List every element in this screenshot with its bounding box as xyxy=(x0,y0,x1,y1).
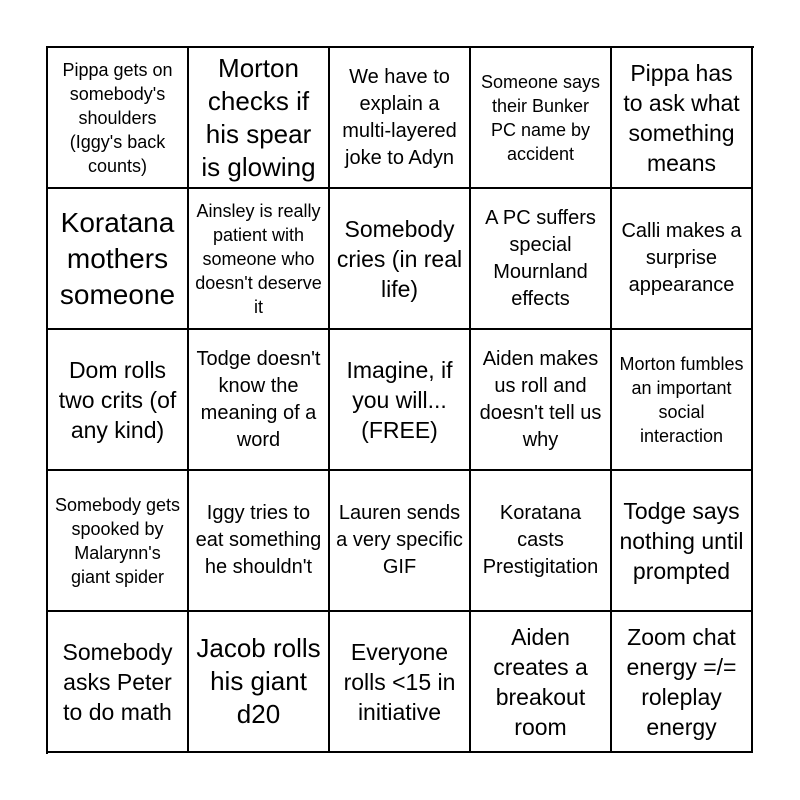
bingo-cell[interactable]: Zoom chat energy =/= roleplay energy xyxy=(612,612,753,753)
bingo-cell[interactable]: Lauren sends a very specific GIF xyxy=(330,471,471,612)
bingo-cell[interactable]: Koratana casts Prestigitation xyxy=(471,471,612,612)
bingo-cell[interactable]: Todge says nothing until prompted xyxy=(612,471,753,612)
bingo-cell[interactable]: We have to explain a multi-layered joke to Adyn xyxy=(330,48,471,189)
bingo-cell[interactable]: Somebody gets spooked by Malarynn's giant spider xyxy=(48,471,189,612)
bingo-cell[interactable]: Somebody asks Peter to do math xyxy=(48,612,189,753)
bingo-cell[interactable]: Iggy tries to eat something he shouldn't xyxy=(189,471,330,612)
bingo-cell[interactable]: Pippa gets on somebody's shoulders (Iggy's back counts) xyxy=(48,48,189,189)
bingo-cell[interactable]: Everyone rolls <15 in initiative xyxy=(330,612,471,753)
bingo-cell[interactable]: Somebody cries (in real life) xyxy=(330,189,471,330)
bingo-cell[interactable]: Ainsley is really patient with someone who doesn't deserve it xyxy=(189,189,330,330)
bingo-cell[interactable]: A PC suffers special Mournland effects xyxy=(471,189,612,330)
bingo-cell[interactable]: Dom rolls two crits (of any kind) xyxy=(48,330,189,471)
bingo-cell[interactable]: Calli makes a surprise appearance xyxy=(612,189,753,330)
bingo-cell[interactable]: Todge doesn't know the meaning of a word xyxy=(189,330,330,471)
bingo-board xyxy=(46,46,754,754)
bingo-cell[interactable]: Pippa has to ask what something means xyxy=(612,48,753,189)
bingo-cell[interactable]: Morton checks if his spear is glowing xyxy=(189,48,330,189)
bingo-cell[interactable]: Imagine, if you will... (FREE) xyxy=(330,330,471,471)
bingo-cell[interactable]: Jacob rolls his giant d20 xyxy=(189,612,330,753)
bingo-cell[interactable]: Aiden makes us roll and doesn't tell us why xyxy=(471,330,612,471)
bingo-cell[interactable]: Someone says their Bunker PC name by accident xyxy=(471,48,612,189)
bingo-cell[interactable]: Morton fumbles an important social interaction xyxy=(612,330,753,471)
bingo-cell[interactable]: Aiden creates a breakout room xyxy=(471,612,612,753)
bingo-cell[interactable]: Koratana mothers someone xyxy=(48,189,189,330)
